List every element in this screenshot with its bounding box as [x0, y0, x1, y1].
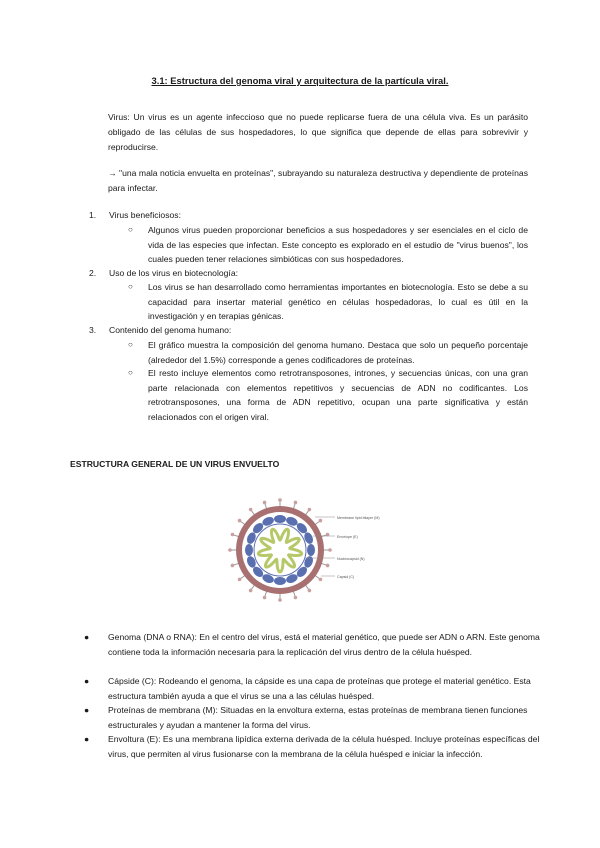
intro-paragraph: Virus: Un virus es un agente infeccioso que no puede replicarse fuera de una célula viva. Es un parásito obligado de las células de sus hospedadores, lo que significa que depende de ellas para sobrevivir y reproducirse.: [108, 112, 528, 152]
dot-bullet-icon: ●: [84, 632, 90, 642]
numbered-item-2: [89, 266, 529, 280]
capsomer: [274, 515, 286, 523]
dot-bullet-icon: ●: [84, 734, 90, 744]
section-heading: ESTRUCTURA GENERAL DE UN VIRUS ENVUELTO: [70, 459, 280, 469]
spike-head: [294, 596, 298, 600]
dot-text: Envoltura (E): Es una membrana lipídica externa derivada de la célula huésped. Incluye proteínas específicas del virus, que permiten al virus fusionarse con la membrana de la célula huésped e iniciar la infección.: [108, 734, 540, 759]
item-number: 2.: [89, 268, 97, 278]
virus-diagram: [225, 495, 395, 605]
label-capsid: Capsid (C): [337, 575, 355, 579]
dot-text: Cápside (C): Rodeando el genoma, la cápside es una capa de proteínas que protege el material genético. Esta estructura también ayuda a que el virus se una a las células huésped.: [108, 676, 531, 701]
bullet-text: Algunos virus pueden proporcionar beneficios a sus hospedadores y ser esenciales en el ciclo de vida de las especies que infectan. Este concepto es explorado en el estudio de "virus buenos", los cuales pueden tener relaciones simbióticas con sus hospedadores.: [148, 225, 528, 264]
virus-diagram-svg: [225, 495, 395, 605]
bullet-item: [128, 280, 528, 324]
spike-head: [238, 578, 242, 582]
bullet-text: El resto incluye elementos como retrotransposones, intrones, y secuencias únicas, con una gran parte relacionada con elementos repetitivos y secuencias de ADN no codificantes. Los retrotransposones, una forma de ADN repetitivo, ocupan una parte significativa y están relacionados con el origen viral.: [148, 368, 528, 422]
capsomer: [307, 544, 315, 556]
label-membrane: Membrane lipid bilayer (M): [337, 516, 380, 520]
dot-bullet-icon: ●: [84, 705, 90, 715]
spike-head: [263, 501, 267, 505]
dot-text: Genoma (DNA o RNA): En el centro del virus, está el material genético, que puede ser ADN o ARN. Este genoma contiene toda la información necesaria para la replicación del virus dentro de la célula huésped.: [108, 632, 540, 657]
spike-head: [228, 548, 232, 552]
spike-head: [308, 589, 312, 593]
spike-head: [326, 564, 330, 568]
item-number: 3.: [89, 325, 97, 335]
numbered-item-3: [89, 323, 529, 337]
spike-head: [249, 589, 253, 593]
bullet-item: [128, 223, 528, 267]
capsomer: [245, 544, 253, 556]
spike-head: [319, 578, 323, 582]
spike-head: [231, 564, 235, 568]
label-envelope: Envelope (E): [337, 535, 358, 539]
dot-item: [84, 703, 544, 732]
circle-bullet-icon: ○: [128, 225, 133, 234]
item-number: 1.: [89, 210, 97, 220]
bullet-text: Los virus se han desarrollado como herramientas importantes en biotecnología. Esto se debe a su capacidad para insertar material genético en células hospedadoras, lo cual es útil en la investigación y en terapias génicas.: [148, 282, 528, 321]
item-label: Contenido del genoma humano:: [109, 325, 232, 335]
spike-head: [294, 501, 298, 505]
label-nucleocapsid: Nucleocapsid (N): [337, 557, 365, 561]
spike-head: [249, 508, 253, 512]
spike-head: [278, 598, 282, 602]
bullet-item: [128, 366, 528, 424]
numbered-item-1: [89, 208, 529, 222]
dot-item: [84, 732, 544, 761]
spike-head: [238, 519, 242, 523]
dot-item: [84, 674, 544, 703]
spike-head: [278, 498, 282, 502]
item-label: Uso de los virus en biotecnología:: [109, 268, 238, 278]
dot-item: [84, 630, 544, 659]
circle-bullet-icon: ○: [128, 340, 133, 349]
page-title: 3.1: Estructura del genoma viral y arquitectura de la partícula viral.: [151, 75, 449, 86]
spike-head: [308, 508, 312, 512]
bullet-item: [128, 338, 528, 367]
dot-text: Proteínas de membrana (M): Situadas en la envoltura externa, estas proteínas de membrana tienen funciones estructurales y ayudan a mantener la forma del virus.: [108, 705, 528, 730]
spike-head: [328, 548, 332, 552]
spike-head: [319, 519, 323, 523]
bullet-text: El gráfico muestra la composición del genoma humano. Destaca que solo un pequeño porcentaje (alrededor del 1.5%) corresponde a genes codificadores de proteínas.: [148, 340, 528, 365]
capsomer: [274, 577, 286, 585]
spike-head: [263, 596, 267, 600]
circle-bullet-icon: ○: [128, 368, 133, 377]
circle-bullet-icon: ○: [128, 282, 133, 291]
item-label: Virus beneficiosos:: [109, 210, 181, 220]
quote-paragraph: → "una mala noticia envuelta en proteínas", subrayando su naturaleza destructiva y dependiente de proteínas para infectar.: [108, 168, 528, 193]
spike-head: [231, 533, 235, 537]
dot-bullet-icon: ●: [84, 676, 90, 686]
